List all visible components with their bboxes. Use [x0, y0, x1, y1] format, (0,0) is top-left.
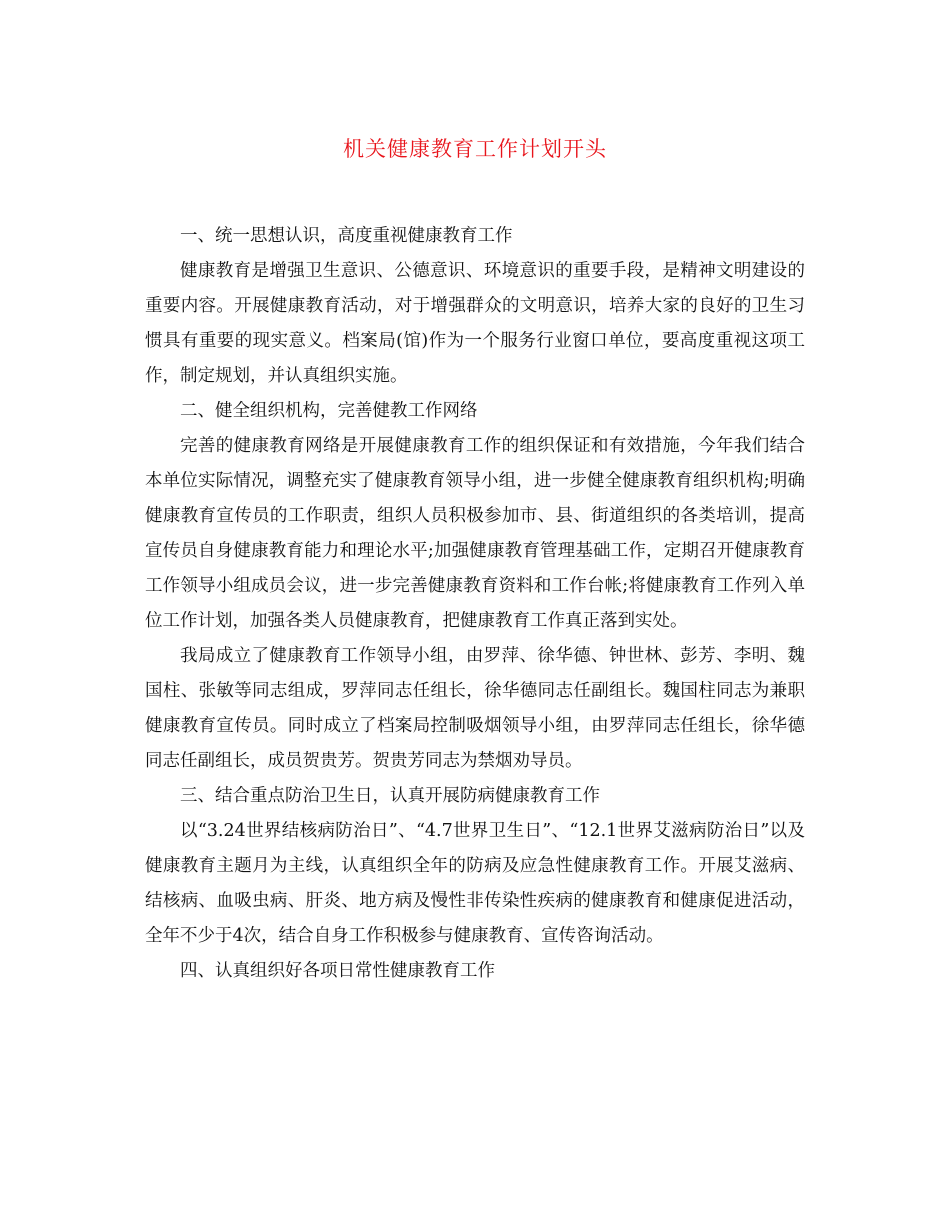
- section-heading-4: 四、认真组织好各项日常性健康教育工作: [180, 961, 495, 981]
- paragraph-3: 我局成立了健康教育工作领导小组，由罗萍、徐华德、钟世林、彭芳、李明、魏国柱、张敏等同志组成，罗萍同志任组长，徐华德同志任副组长。魏国柱同志为兼职健康教育宣传员。同时成立了档案局控制吸烟领导小组，由罗萍同志任组长，徐华德同志任副组长，成员贺贵芳。贺贵芳同志为禁烟劝导员。: [145, 646, 805, 771]
- paragraph-2: 完善的健康教育网络是开展健康教育工作的组织保证和有效措施，今年我们结合本单位实际情况，调整充实了健康教育领导小组，进一步健全健康教育组织机构;明确健康教育宣传员的工作职责，组织人员积极参加市、县、街道组织的各类培训，提高宣传员自身健康教育能力和理论水平;加强健康教育管理基础工作，定期召开健康教育工作领导小组成员会议，进一步完善健康教育资料和工作台帐;将健康教育工作列入单位工作计划，加强各类人员健康教育，把健康教育工作真正落到实处。: [145, 436, 805, 631]
- paragraph-1: 健康教育是增强卫生意识、公德意识、环境意识的重要手段，是精神文明建设的重要内容。开展健康教育活动，对于增强群众的文明意识，培养大家的良好的卫生习惯具有重要的现实意义。档案局(馆)作为一个服务行业窗口单位，要高度重视这项工作，制定规划，并认真组织实施。: [145, 261, 805, 386]
- document-body: [145, 219, 805, 989]
- section-heading-3: 三、结合重点防治卫生日，认真开展防病健康教育工作: [180, 786, 600, 806]
- document-title: 机关健康教育工作计划开头: [343, 137, 607, 161]
- section-heading-1: 一、统一思想认识，高度重视健康教育工作: [180, 226, 513, 246]
- paragraph-4: 以“3.24世界结核病防治日”、“4.7世界卫生日”、“12.1世界艾滋病防治日”以及健康教育主题月为主线，认真组织全年的防病及应急性健康教育工作。开展艾滋病、结核病、血吸虫病、肝炎、地方病及慢性非传染性疾病的健康教育和健康促进活动，全年不少于4次，结合自身工作积极参与健康教育、宣传咨询活动。: [145, 821, 805, 946]
- section-heading-2: 二、健全组织机构，完善健教工作网络: [180, 401, 478, 421]
